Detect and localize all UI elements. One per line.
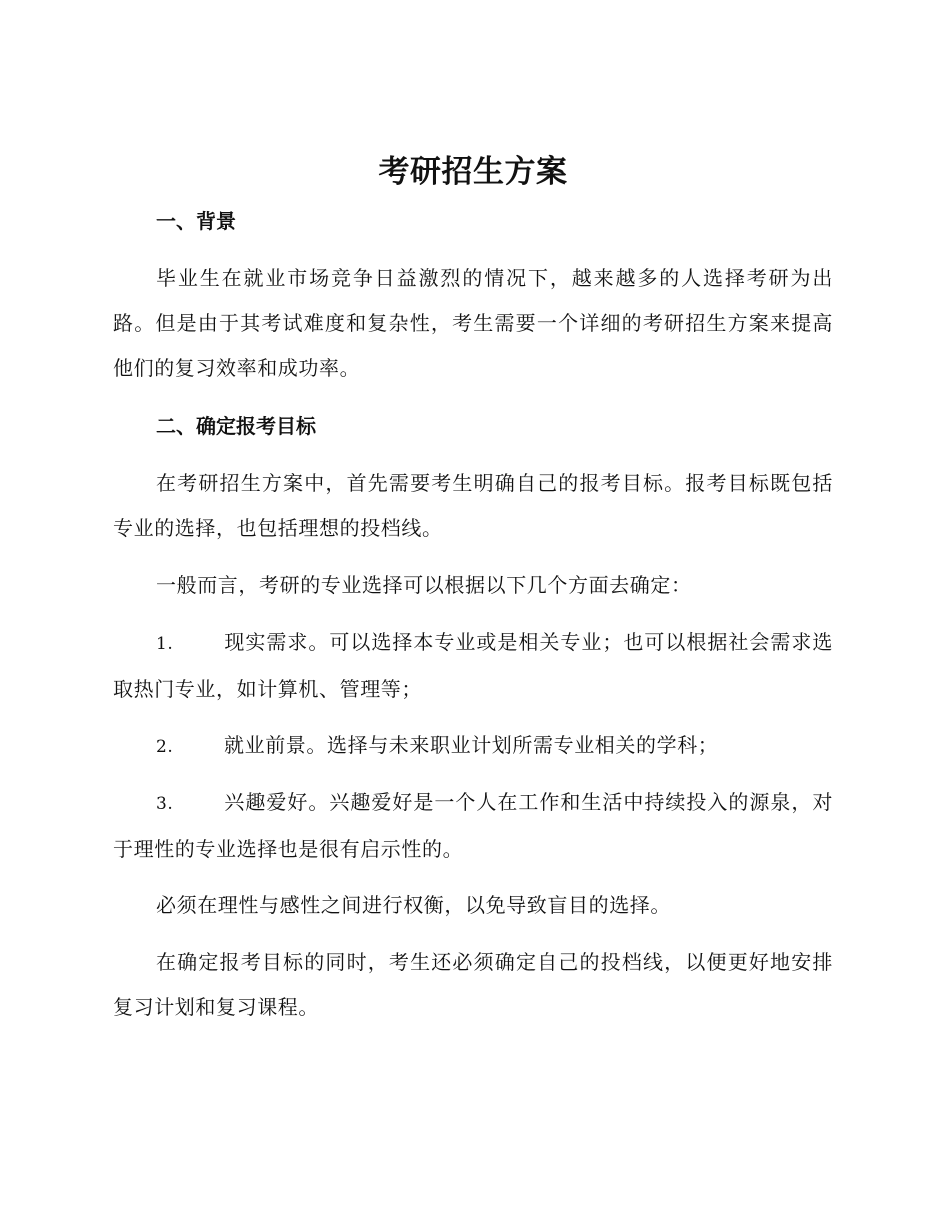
list-item — [113, 723, 833, 770]
list-item-number: 3. — [156, 794, 174, 814]
target-paragraph-intro: 在考研招生方案中，首先需要考生明确自己的报考目标。报考目标既包括专业的选择，也包括理想的投档线。 — [113, 471, 833, 540]
document-title: 考研招生方案 — [378, 154, 568, 190]
section-heading-background: 一、背景 — [156, 209, 236, 233]
list-item-text: 现实需求。可以选择本专业或是相关专业；也可以根据社会需求选取热门专业，如计算机、管理等； — [113, 630, 833, 701]
list-item-text: 兴趣爱好。兴趣爱好是一个人在工作和生活中持续投入的源泉，对于理性的专业选择也是很有启示性的。 — [113, 790, 833, 861]
balance-paragraph: 必须在理性与感性之间进行权衡，以免导致盲目的选择。 — [156, 893, 671, 917]
target-paragraph-criteria: 一般而言，考研的专业选择可以根据以下几个方面去确定： — [156, 573, 692, 597]
list-item-number: 2. — [156, 737, 174, 757]
section-heading-target: 二、确定报考目标 — [156, 414, 316, 438]
score-line-paragraph: 在确定报考目标的同时，考生还必须确定自己的投档线，以便更好地安排复习计划和复习课程。 — [113, 950, 833, 1019]
list-item-number: 1. — [156, 634, 174, 654]
list-item-text: 就业前景。选择与未来职业计划所需专业相关的学科； — [224, 733, 719, 757]
list-item — [113, 780, 833, 872]
background-paragraph: 毕业生在就业市场竞争日益激烈的情况下，越来越多的人选择考研为出路。但是由于其考试难度和复杂性，考生需要一个详细的考研招生方案来提高他们的复习效率和成功率。 — [113, 266, 833, 380]
list-item — [113, 620, 833, 712]
